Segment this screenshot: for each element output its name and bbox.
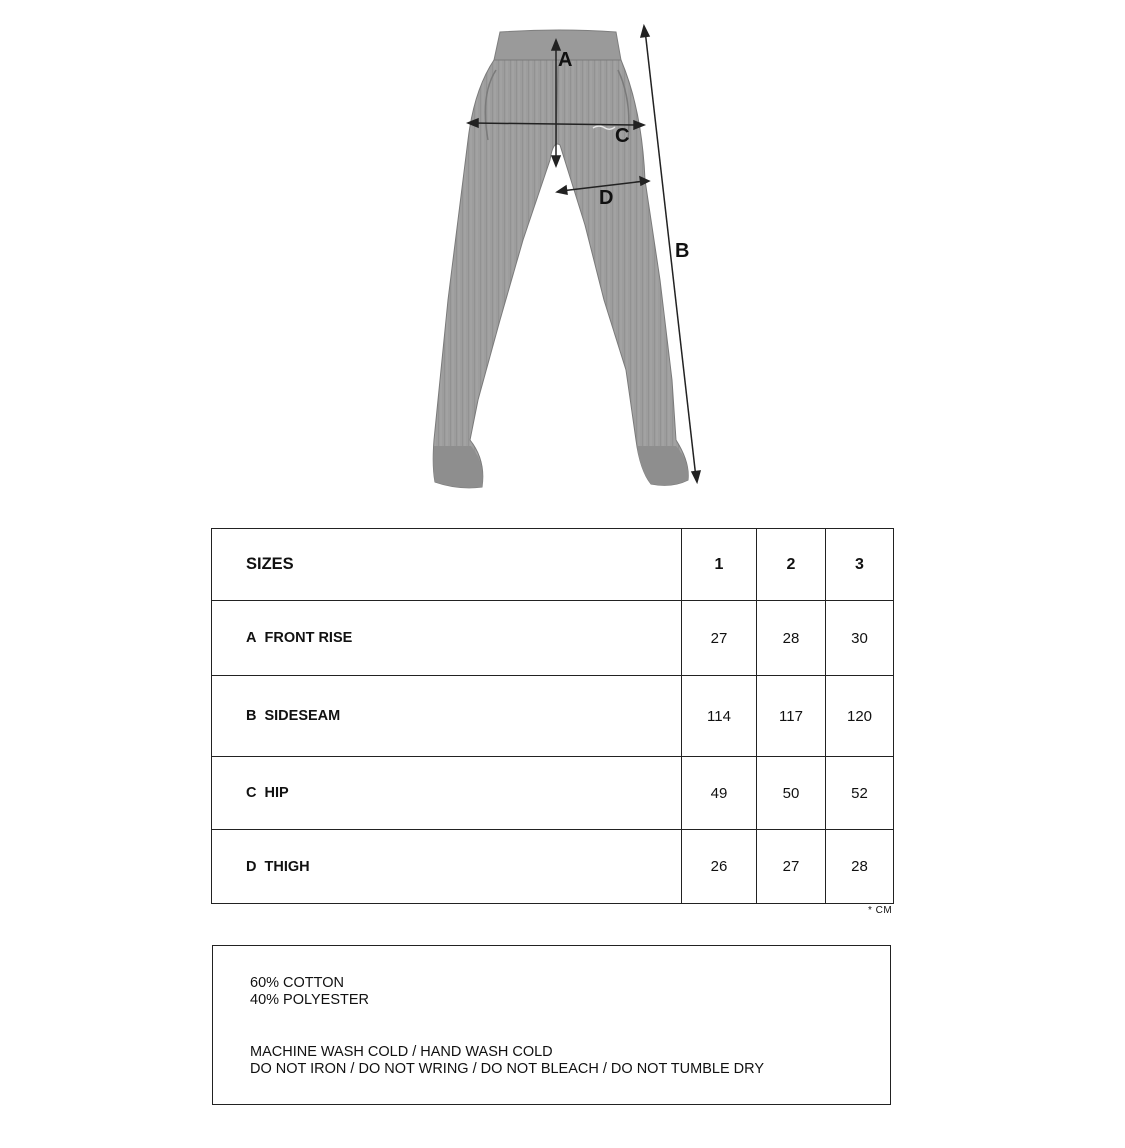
marker-d-label: D — [599, 187, 614, 209]
table-cell: 49 — [682, 757, 757, 830]
row-label — [212, 830, 682, 904]
size-header-1: 1 — [682, 529, 757, 601]
table-cell: 52 — [826, 757, 894, 830]
marker-c-label: C — [615, 125, 630, 147]
sizes-header: SIZES — [212, 529, 682, 601]
size-header-2: 2 — [757, 529, 826, 601]
table-cell: 120 — [826, 676, 894, 757]
marker-a-label: A — [558, 49, 573, 71]
table-cell: 28 — [826, 830, 894, 904]
row-code: A — [246, 630, 257, 646]
row-code: B — [246, 708, 257, 724]
table-cell: 27 — [682, 601, 757, 676]
table-cell: 28 — [757, 601, 826, 676]
row-code: D — [246, 858, 257, 875]
composition-line-2: 40% POLYESTER — [250, 992, 370, 1008]
unit-note: * CM — [868, 905, 893, 916]
care-instruction-line-1: MACHINE WASH COLD / HAND WASH COLD — [250, 1044, 553, 1060]
table-row-thigh — [212, 830, 894, 904]
table-row-sideseam — [212, 676, 894, 757]
table-row-front-rise — [212, 601, 894, 676]
row-code: C — [246, 785, 257, 801]
table-cell: 117 — [757, 676, 826, 757]
row-name: THIGH — [264, 858, 310, 875]
row-label — [212, 601, 682, 676]
table-header-row — [212, 529, 894, 601]
marker-b-label: B — [675, 240, 690, 262]
care-info-box — [212, 945, 891, 1105]
row-name: SIDESEAM — [264, 708, 341, 724]
table-cell: 114 — [682, 676, 757, 757]
composition-line-1: 60% COTTON — [250, 975, 345, 991]
table-cell: 50 — [757, 757, 826, 830]
table-row-hip — [212, 757, 894, 830]
row-label — [212, 676, 682, 757]
row-label — [212, 757, 682, 830]
row-name: FRONT RISE — [264, 630, 353, 646]
row-name: HIP — [264, 785, 289, 801]
care-instruction-line-2: DO NOT IRON / DO NOT WRING / DO NOT BLEACH / DO NOT TUMBLE DRY — [250, 1061, 765, 1077]
table-cell: 27 — [757, 830, 826, 904]
size-chart-table — [211, 528, 894, 904]
size-header-3: 3 — [826, 529, 894, 601]
table-cell: 26 — [682, 830, 757, 904]
pants-measurement-figure — [0, 0, 1125, 520]
sweatpants-image — [433, 30, 688, 488]
table-cell: 30 — [826, 601, 894, 676]
